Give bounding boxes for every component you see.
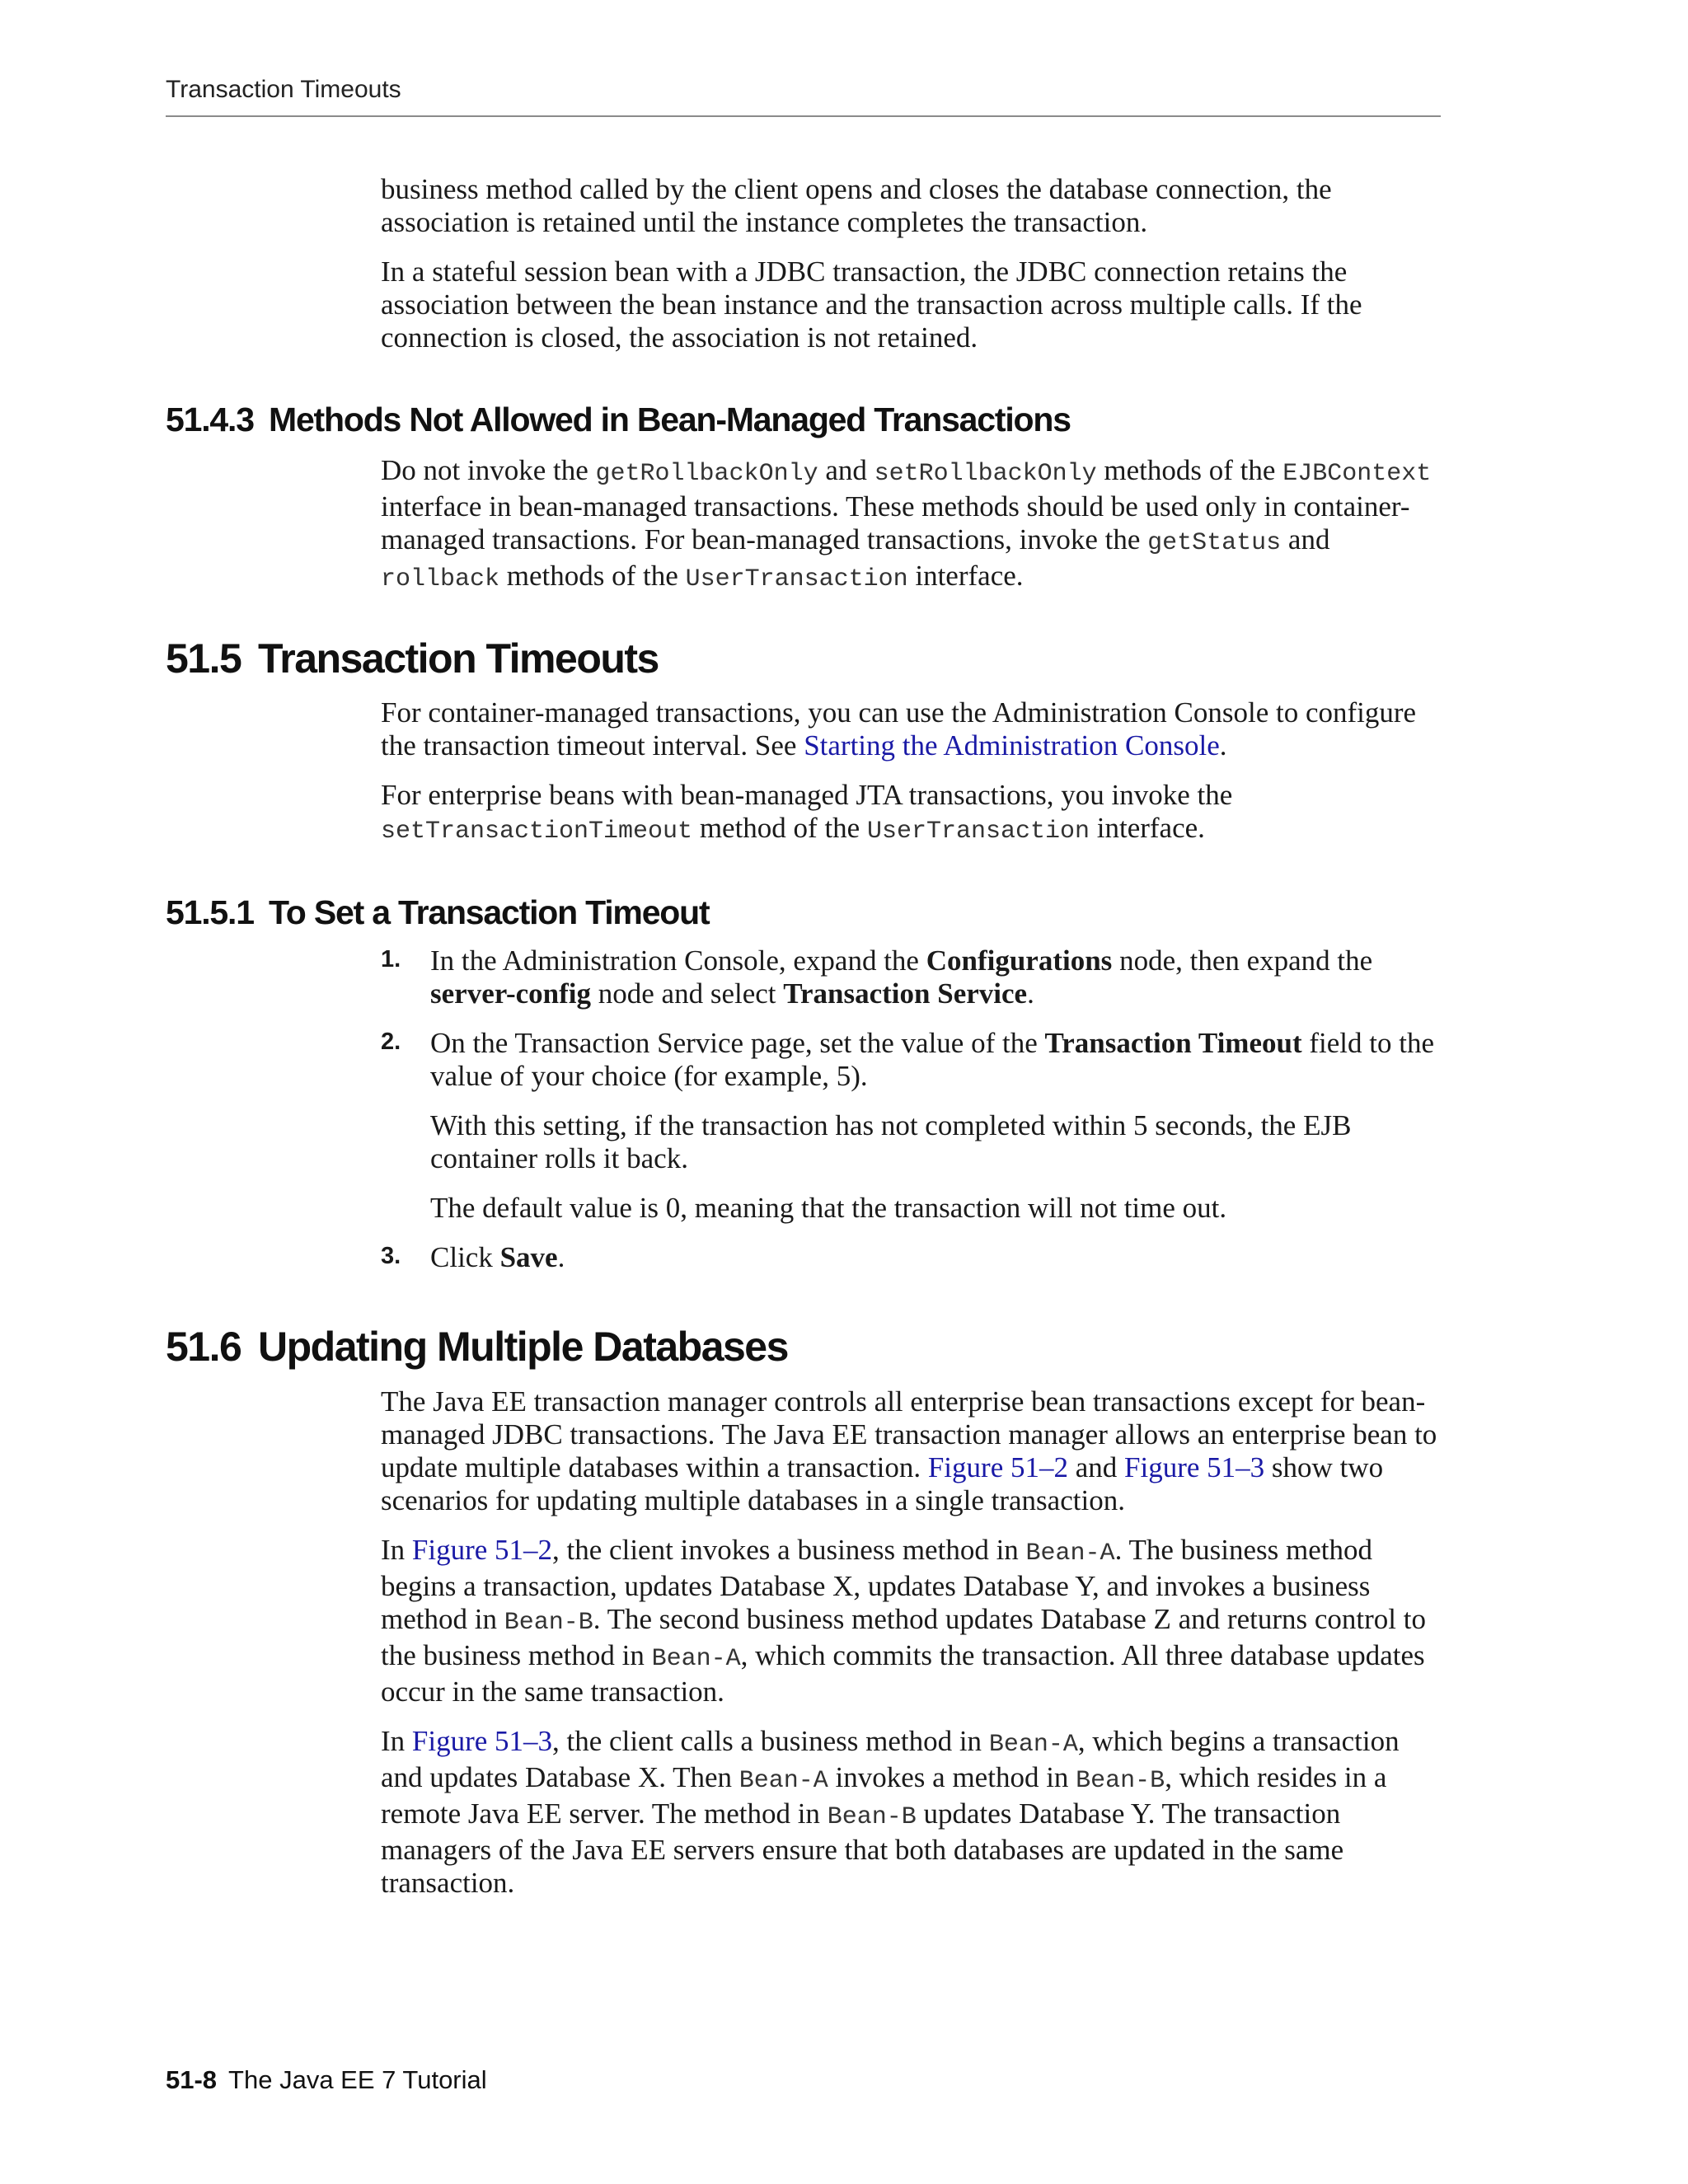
methods-not-allowed-paragraph: Do not invoke the getRollbackOnly and setRollbackOnly methods of the EJBContext interface in bean-managed transactions. These methods should be used only in container-managed transactions. For bean-managed transactions, invoke the getStatus and rollback methods of the UserTransaction interface.: [381, 454, 1432, 593]
step-1: [381, 944, 1452, 1010]
code-Bean-A: Bean-A: [738, 1767, 828, 1795]
multi-db-paragraph-3: In Figure 51–3, the client calls a business method in Bean-A, which begins a transaction and updates Database X. Then Bean-A invokes a method in Bean-B, which resides in a remote Java EE server. The method in Bean-B updates Database Y. The transaction managers of the Java EE servers ensure that both databases are updated in the same transaction.: [381, 1725, 1400, 1899]
step-3-text: Click Save.: [430, 1241, 565, 1273]
section-title: Updating Multiple Databases: [258, 1324, 788, 1370]
book-title: The Java EE 7 Tutorial: [228, 2065, 487, 2094]
page-number: 51-8: [166, 2065, 218, 2094]
link-starting-admin-console[interactable]: Starting the Administration Console: [804, 729, 1220, 762]
section-title: Methods Not Allowed in Bean-Managed Transactions: [269, 401, 1071, 438]
code-Bean-A: Bean-A: [651, 1645, 741, 1673]
section-51-6-body: [381, 1385, 1444, 1900]
step-number: 2.: [381, 1029, 401, 1055]
code-setTransactionTimeout: setTransactionTimeout: [381, 818, 693, 846]
page-footer: [166, 2065, 487, 2095]
timeouts-paragraph-1: For container-managed transactions, you can use the Administration Console to configure the transaction timeout interval. See Starting the Administration Console.: [381, 696, 1417, 762]
section-number: 51.5.1: [166, 893, 254, 931]
code-Bean-B: Bean-B: [504, 1609, 593, 1637]
section-number: 51.4.3: [166, 401, 254, 438]
section-51-4-3-body: [381, 454, 1444, 596]
code-rollback: rollback: [381, 565, 500, 593]
step-2: [381, 1027, 1452, 1225]
step-3: [381, 1241, 1452, 1274]
link-figure-51-2[interactable]: Figure 51–2: [411, 1534, 553, 1566]
link-figure-51-3[interactable]: Figure 51–3: [1124, 1451, 1265, 1483]
heading-51-5-1: [166, 893, 709, 932]
step-number: 1.: [381, 946, 401, 972]
multi-db-paragraph-2: In Figure 51–2, the client invokes a business method in Bean-A. The business method begins a transaction, updates Database X, updates Database Y, and invokes a business method in Bean-B. The second business method updates Database Z and returns control to the business method in Bean-A, which commits the transaction. All three database updates occur in the same transaction.: [381, 1534, 1426, 1708]
code-Bean-A: Bean-A: [1025, 1540, 1115, 1568]
section-number: 51.6: [166, 1324, 241, 1370]
code-Bean-B: Bean-B: [827, 1803, 917, 1831]
step-2-note-1: With this setting, if the transaction has not completed within 5 seconds, the EJB container rolls it back.: [430, 1109, 1352, 1174]
running-header: Transaction Timeouts: [166, 76, 401, 103]
heading-51-4-3: [166, 401, 1071, 439]
heading-51-6: [166, 1323, 788, 1371]
section-number: 51.5: [166, 635, 241, 682]
intro-paragraph-1: business method called by the client opens and closes the database connection, the association is retained until the instance completes the transaction.: [381, 173, 1332, 238]
intro-paragraph-2: In a stateful session bean with a JDBC transaction, the JDBC connection retains the association between the bean instance and the transaction across multiple calls. If the connection is closed, the association is not retained.: [381, 255, 1362, 354]
code-getRollbackOnly: getRollbackOnly: [595, 460, 818, 488]
code-UserTransaction: UserTransaction: [685, 565, 908, 593]
intro-section: [381, 173, 1444, 354]
header-divider: [166, 115, 1441, 117]
code-Bean-B: Bean-B: [1076, 1767, 1165, 1795]
multi-db-paragraph-1: The Java EE transaction manager controls all enterprise bean transactions except for bean-managed JDBC transactions. The Java EE transaction manager allows an enterprise bean to update multiple databases within a transaction. Figure 51–2 and Figure 51–3 show two scenarios for updating multiple databases in a single transaction.: [381, 1385, 1437, 1516]
code-Bean-A: Bean-A: [988, 1731, 1078, 1759]
step-number: 3.: [381, 1243, 401, 1269]
link-figure-51-3[interactable]: Figure 51–3: [411, 1725, 553, 1757]
code-setRollbackOnly: setRollbackOnly: [874, 460, 1097, 488]
section-title: To Set a Transaction Timeout: [269, 893, 710, 931]
timeouts-paragraph-2: For enterprise beans with bean-managed JTA transactions, you invoke the setTransactionTimeout method of the UserTransaction interface.: [381, 779, 1233, 846]
code-EJBContext: EJBContext: [1282, 460, 1432, 488]
step-1-text: In the Administration Console, expand the Configurations node, then expand the server-config node and select Transaction Service.: [430, 944, 1373, 1010]
code-getStatus: getStatus: [1147, 529, 1282, 557]
step-2-text: On the Transaction Service page, set the value of the Transaction Timeout field to the value of your choice (for example, 5).: [430, 1027, 1434, 1092]
heading-51-5: [166, 635, 659, 682]
section-title: Transaction Timeouts: [258, 635, 659, 682]
link-figure-51-2[interactable]: Figure 51–2: [927, 1451, 1068, 1483]
code-UserTransaction: UserTransaction: [866, 818, 1090, 846]
step-2-note-2: The default value is 0, meaning that the transaction will not time out.: [430, 1192, 1227, 1224]
section-51-5-body: [381, 696, 1444, 848]
